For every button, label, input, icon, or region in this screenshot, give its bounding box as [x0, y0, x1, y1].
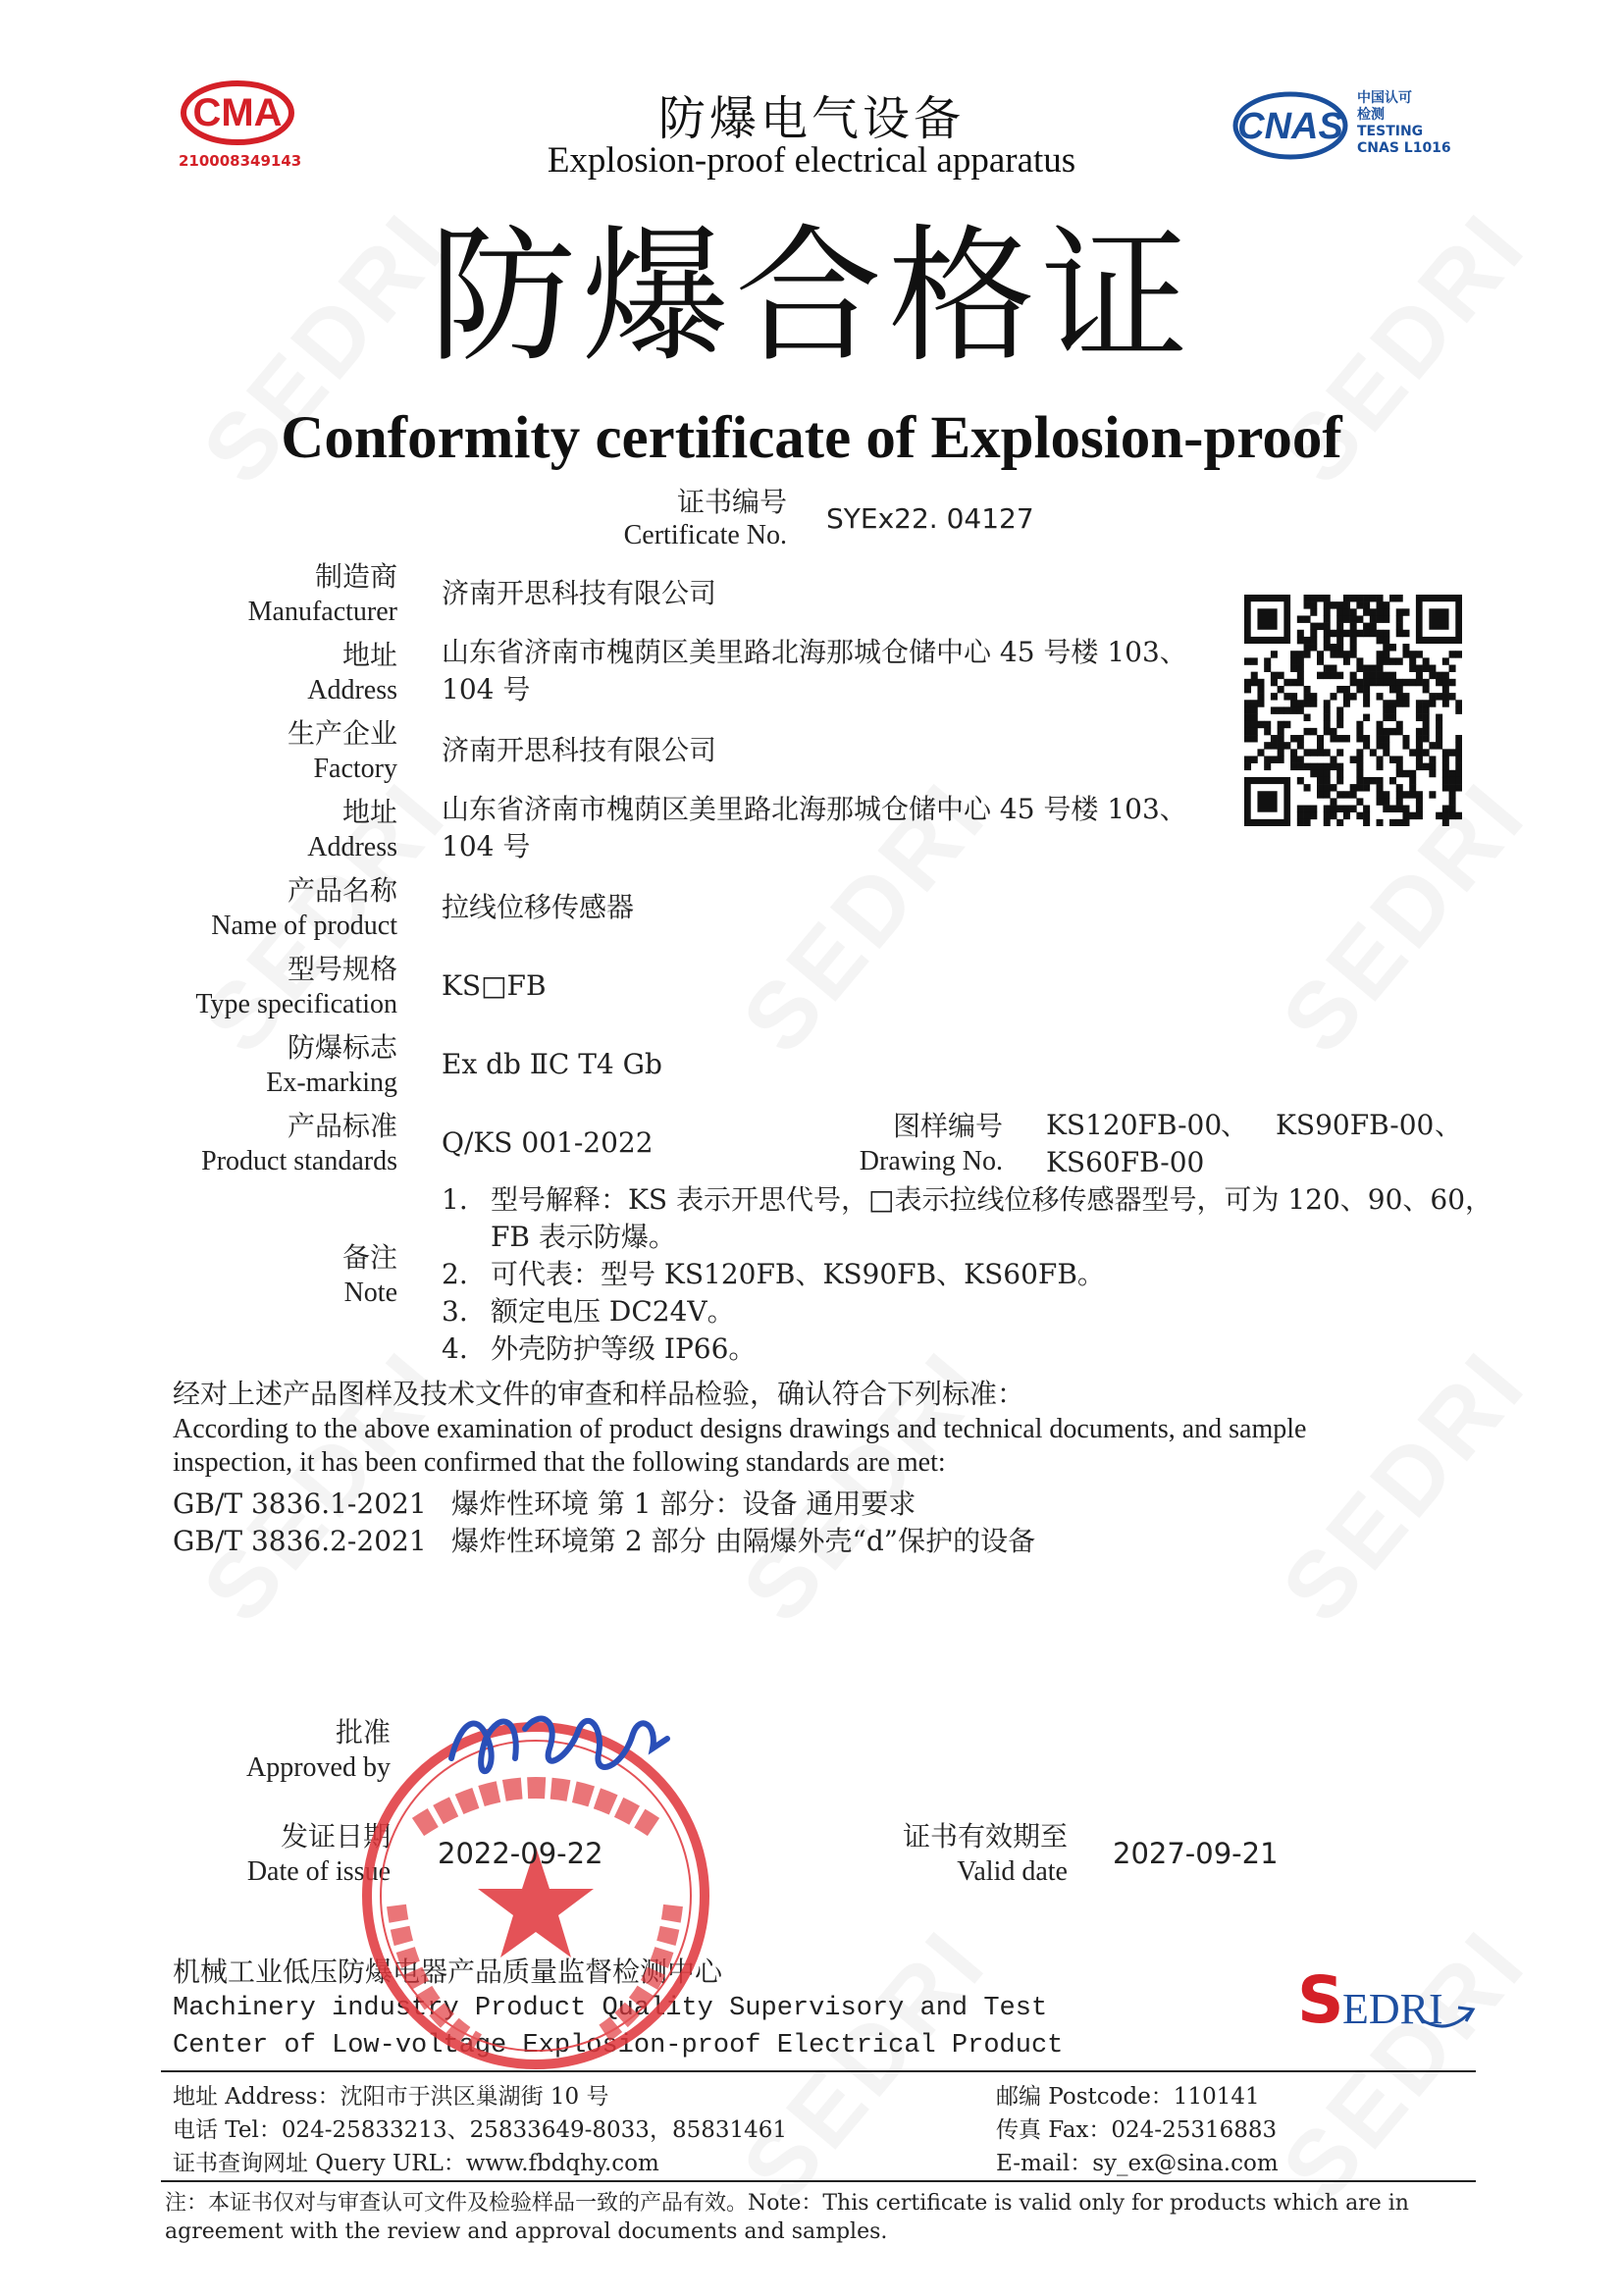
standard-code: GB/T 3836.2-2021	[173, 1525, 427, 1557]
issuer-name-en: Machinery industry Product Quality Supervisory and Test	[173, 1994, 1048, 2023]
main-title-cn: 防爆合格证	[428, 212, 1194, 383]
svg-text:CMA: CMA	[192, 91, 283, 134]
manufacturer-label-en: Manufacturer	[247, 597, 397, 627]
issuer-name-cn: 机械工业低压防爆电器产品质量监督检测中心	[173, 1956, 723, 1988]
footer-email: E-mail：sy_ex@sina.com	[996, 2151, 1279, 2176]
certificate-label-en: Certificate No.	[623, 520, 787, 550]
issuer-name-en-line2: Center of Low-voltage Explosion-proof Electrical Product	[173, 2031, 1064, 2061]
address-label-en: Address	[307, 675, 397, 705]
sedri-logo	[1297, 1962, 1464, 2041]
certificate-number: SYEx22. 04127	[826, 502, 1034, 535]
header-title-en: Explosion-proof electrical apparatus	[547, 140, 1076, 181]
issue-date-label-cn: 发证日期	[280, 1820, 391, 1852]
cnas-line: 检测	[1357, 107, 1385, 123]
cnas-logo	[1231, 86, 1467, 165]
type-spec-label-en: Type specification	[195, 989, 397, 1019]
note-item-text: 可代表：型号 KS120FB、KS90FB、KS60FB。	[491, 1258, 1105, 1290]
drawing-label-cn: 图样编号	[892, 1110, 1003, 1142]
standard-code: GB/T 3836.1-2021	[173, 1487, 427, 1520]
factory-address-value: 山东省济南市槐荫区美里路北海那城仓储中心 45 号楼 103、	[442, 793, 1187, 825]
sedri-logo-s: S	[1297, 1962, 1344, 2038]
certificate-label-cn: 证书编号	[676, 486, 787, 518]
main-title-en: Conformity certificate of Explosion-proof	[281, 405, 1342, 471]
statement-cn: 经对上述产品图样及技术文件的审查和样品检验，确认符合下列标准：	[173, 1378, 1025, 1410]
footer-url: 证书查询网址 Query URL：www.fbdqhy.com	[173, 2151, 659, 2176]
note-item-text: 额定电压 DC24V。	[491, 1295, 735, 1328]
factory-address-value-line2: 104 号	[442, 830, 531, 862]
watermark	[1262, 1331, 1548, 1643]
valid-date-value: 2027-09-21	[1113, 1837, 1279, 1870]
sedri-arc-icon	[1419, 1998, 1478, 2037]
manufacturer-value: 济南开思科技有限公司	[442, 577, 717, 609]
footer-address: 地址 Address：沈阳市于洪区巢湖街 10 号	[173, 2084, 609, 2110]
factory-label-en: Factory	[313, 754, 397, 784]
cnas-line: 中国认可	[1357, 90, 1412, 106]
watermark	[722, 1909, 1009, 2221]
cnas-line: CNAS L1016	[1357, 140, 1451, 156]
watermark	[1262, 1909, 1548, 2221]
cma-number: 210008349143	[179, 152, 302, 170]
note-item-text: 型号解释：KS 表示开思代号，□表示拉线位移传感器型号，可为 120、90、60，	[491, 1183, 1493, 1216]
product-standards-label-cn: 产品标准	[287, 1110, 397, 1142]
standard-description: 爆炸性环境 第 1 部分：设备 通用要求	[451, 1487, 916, 1520]
drawing-value-1: KS120FB-00	[1046, 1109, 1223, 1141]
cnas-line: TESTING	[1357, 124, 1424, 139]
note-item-number: 3.	[442, 1295, 468, 1328]
issue-date-value: 2022-09-22	[438, 1837, 603, 1870]
factory-address-label-cn: 地址	[341, 796, 397, 828]
type-spec-value: KS□FB	[442, 969, 547, 1002]
address-value-line2: 104 号	[442, 673, 531, 705]
product-name-value: 拉线位移传感器	[442, 891, 635, 923]
footer-postcode: 邮编 Postcode：110141	[996, 2084, 1260, 2110]
drawing-value-3: KS60FB-00	[1046, 1146, 1205, 1178]
footer-rule-top	[161, 2070, 1476, 2072]
cnas-logo-icon	[1231, 86, 1369, 165]
note-item-number: 2.	[442, 1258, 468, 1290]
statement-en: According to the above examination of product designs drawings and technical documents, and sample	[173, 1414, 1307, 1444]
note-item-number: 1.	[442, 1183, 468, 1216]
approved-label-cn: 批准	[335, 1716, 391, 1748]
drawing-separator: 、	[1221, 1109, 1249, 1141]
footer-tel: 电话 Tel：024-25833213、25833649-8033，85831461	[173, 2117, 788, 2143]
drawing-separator: 、	[1435, 1109, 1463, 1141]
type-spec-label-cn: 型号规格	[287, 953, 397, 985]
footer-note: 注：本证书仅对与审查认可文件及检验样品一致的产品有效。Note：This certificate is valid only for products which are in	[165, 2191, 1409, 2216]
drawing-value-2: KS90FB-00	[1276, 1109, 1435, 1141]
note-label-en: Note	[343, 1278, 397, 1308]
footer-note-line2: agreement with the review and approval documents and samples.	[165, 2219, 888, 2244]
factory-label-cn: 生产企业	[287, 717, 397, 750]
note-item-text: 外壳防护等级 IP66。	[491, 1332, 757, 1365]
approved-label-en: Approved by	[246, 1752, 391, 1783]
note-item-text-line2: FB 表示防爆。	[491, 1221, 676, 1253]
note-item-number: 4.	[442, 1332, 468, 1365]
statement-en-line2: inspection, it has been confirmed that the following standards are met:	[173, 1447, 946, 1478]
ex-marking-value: Ex db ⅡC T4 Gb	[442, 1048, 662, 1080]
valid-date-label-cn: 证书有效期至	[902, 1820, 1068, 1852]
manufacturer-label-cn: 制造商	[314, 560, 397, 593]
product-standards-value: Q/KS 001-2022	[442, 1126, 654, 1159]
address-label-cn: 地址	[341, 639, 397, 671]
factory-value: 济南开思科技有限公司	[442, 734, 717, 766]
footer-fax: 传真 Fax：024-25316883	[996, 2117, 1278, 2143]
qr-code	[1244, 595, 1462, 826]
ex-marking-label-cn: 防爆标志	[287, 1031, 397, 1064]
valid-date-label-en: Valid date	[957, 1856, 1068, 1887]
signature	[432, 1690, 687, 1798]
header-title-cn: 防爆电气设备	[657, 91, 965, 146]
factory-address-label-en: Address	[307, 832, 397, 862]
product-name-label-cn: 产品名称	[287, 874, 397, 907]
standard-description: 爆炸性环境第 2 部分 由隔爆外壳“d”保护的设备	[451, 1525, 1036, 1557]
footer-rule-bottom	[161, 2180, 1476, 2182]
product-name-label-en: Name of product	[211, 911, 397, 941]
product-standards-label-en: Product standards	[201, 1146, 397, 1176]
note-label-cn: 备注	[341, 1241, 397, 1274]
address-value: 山东省济南市槐荫区美里路北海那城仓储中心 45 号楼 103、	[442, 636, 1187, 668]
ex-marking-label-en: Ex-marking	[266, 1068, 397, 1098]
sedri-logo-text: EDRI	[1342, 1985, 1443, 2033]
svg-text:CNAS: CNAS	[1237, 106, 1343, 147]
drawing-label-en: Drawing No.	[859, 1146, 1003, 1176]
issue-date-label-en: Date of issue	[246, 1856, 391, 1887]
